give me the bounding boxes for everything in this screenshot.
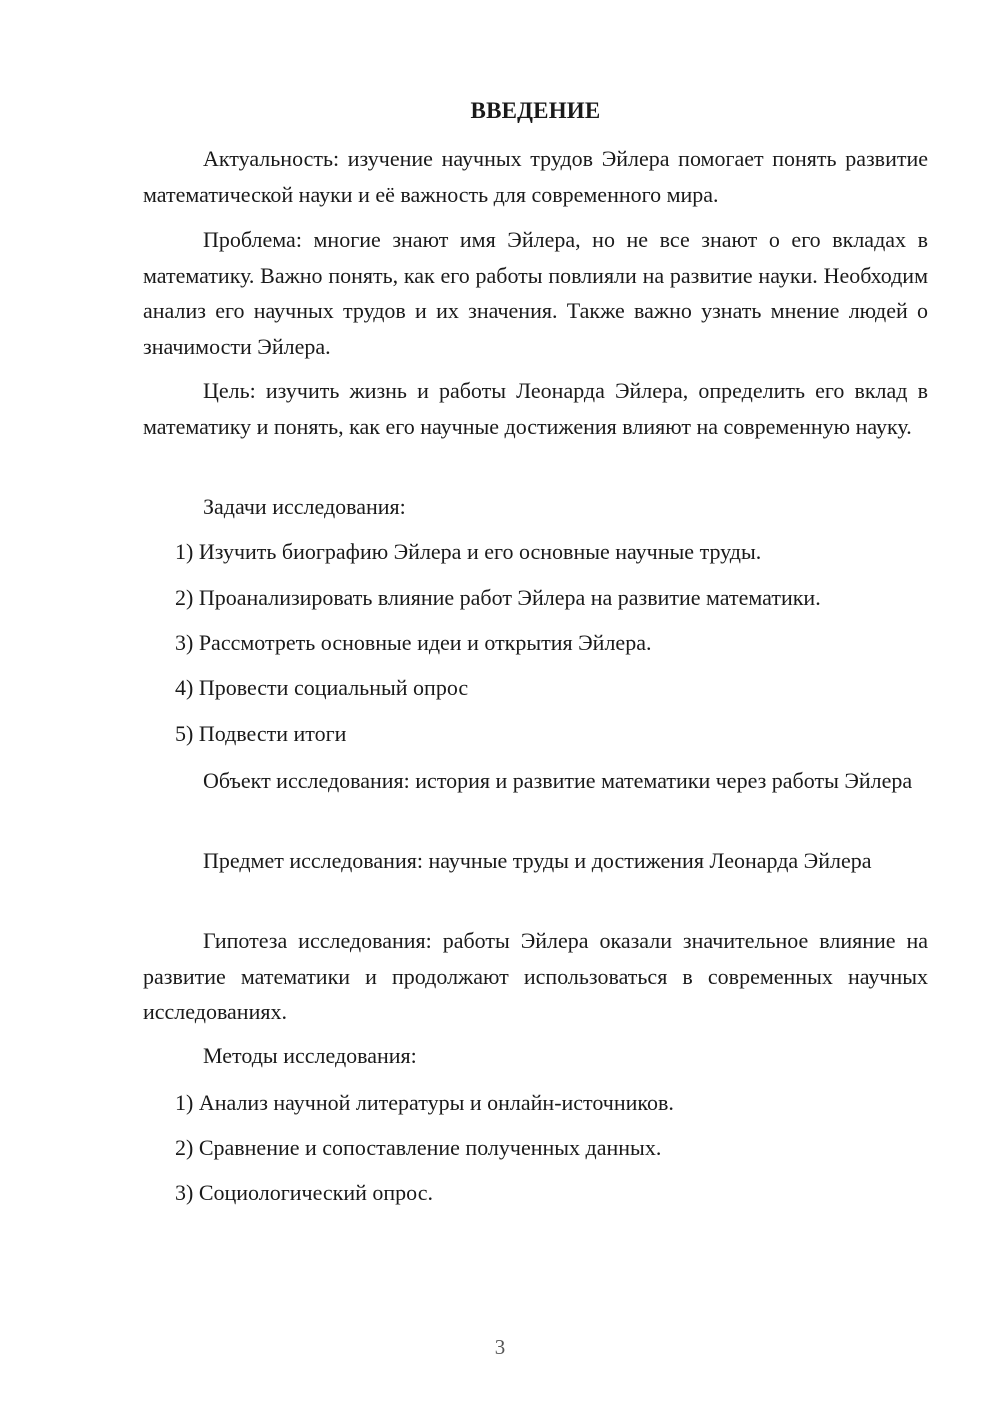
methods-label: Методы исследования: <box>203 1043 417 1068</box>
task-item: 5) Подвести итоги <box>175 721 347 746</box>
relevance-paragraph: Актуальность: изучение научных трудов Эйлера помогает понять развитие математической науки и её важность для современного мира. <box>143 146 928 207</box>
object-paragraph: Объект исследования: история и развитие математики через работы Эйлера <box>203 768 913 793</box>
hypothesis-paragraph: Гипотеза исследования: работы Эйлера оказали значительное влияние на развитие математики и продолжают использоваться в современных научных исследованиях. <box>143 928 928 1024</box>
tasks-label: Задачи исследования: <box>203 494 406 519</box>
method-item: 3) Социологический опрос. <box>175 1180 433 1205</box>
goal-paragraph: Цель: изучить жизнь и работы Леонарда Эйлера, определить его вклад в математику и понять, как его научные достижения влияют на современную науку. <box>143 378 928 439</box>
task-item: 3) Рассмотреть основные идеи и открытия Эйлера. <box>175 630 652 655</box>
method-item: 1) Анализ научной литературы и онлайн-источников. <box>175 1090 674 1115</box>
task-item: 1) Изучить биографию Эйлера и его основные научные труды. <box>175 539 762 564</box>
task-item: 2) Проанализировать влияние работ Эйлера на развитие математики. <box>175 585 821 610</box>
task-item: 4) Провести социальный опрос <box>175 675 469 700</box>
method-item: 2) Сравнение и сопоставление полученных данных. <box>175 1135 662 1160</box>
problem-paragraph: Проблема: многие знают имя Эйлера, но не все знают о его вкладах в математику. Важно понять, как его работы повлияли на развитие науки. Необходим анализ его научных трудов и их значения. Также важно узнать мнение людей о значимости Эйлера. <box>143 227 928 359</box>
page-heading: ВВЕДЕНИЕ <box>470 98 601 123</box>
subject-paragraph: Предмет исследования: научные труды и достижения Леонарда Эйлера <box>203 848 872 873</box>
page-number: 3 <box>494 1335 506 1359</box>
